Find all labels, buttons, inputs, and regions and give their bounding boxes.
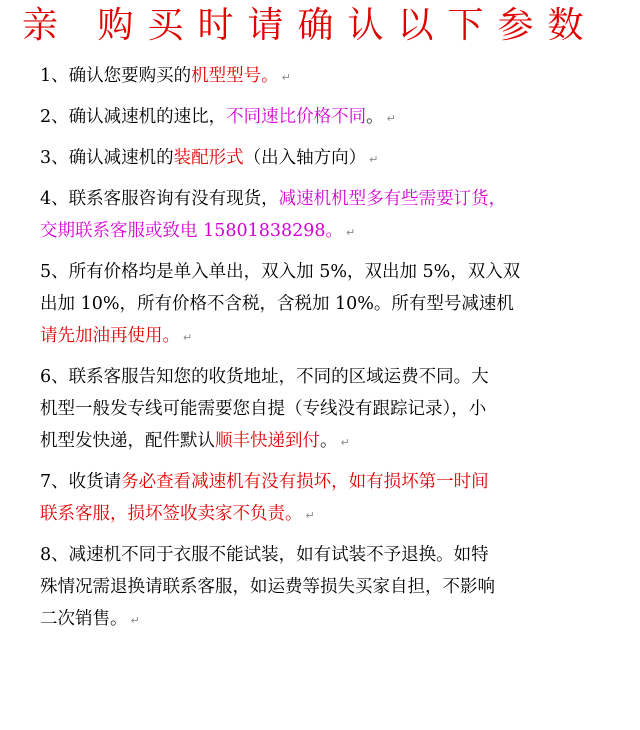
emphasis-magenta: 减速机机型多有些需要订货， — [278, 189, 507, 209]
emphasis-red: 机型型号 — [191, 66, 262, 86]
page-title: 亲 购买时请确认以下参数 — [22, 5, 598, 46]
text-run: 出加 10%，所有价格不含税，含税加 10%。所有型号减速机 — [40, 294, 514, 314]
paragraph-mark-icon: ↵ — [346, 226, 356, 239]
paragraph-6-line-1 — [40, 361, 600, 393]
paragraph-7-line-2 — [40, 498, 600, 530]
paragraph-mark-icon: ↵ — [340, 436, 350, 449]
emphasis-red: 联系客服，损坏签收卖家不负责。 — [40, 504, 303, 524]
text-run: 6、联系客服告知您的收货地址，不同的区域运费不同。大 — [40, 367, 489, 387]
text-run-punct: 。 — [366, 107, 384, 127]
text-run: 4、联系客服咨询有没有现货， — [40, 189, 279, 209]
paragraph-3-line-1 — [40, 142, 600, 174]
text-run-punct: 。 — [320, 431, 338, 451]
emphasis-red: 请先加油再使用。 — [40, 326, 180, 346]
text-run: 机型一般发专线可能需要您自提（专线没有跟踪记录），小 — [40, 399, 487, 419]
emphasis-red: 顺丰快递到付 — [215, 431, 320, 451]
emphasis-magenta: 不同速比价格不同 — [226, 107, 367, 127]
paragraph-6-line-2 — [40, 393, 600, 425]
paragraph-8-line-1 — [40, 539, 600, 571]
text-run: 3、确认减速机的 — [40, 148, 174, 168]
paragraph-8-line-2 — [40, 571, 600, 603]
text-run: 二次销售。 — [40, 609, 128, 629]
paragraph-4-line-2 — [40, 215, 600, 247]
body-text — [40, 60, 600, 635]
text-run: 殊情况需退换请联系客服，如运费等损失买家自担，不影响 — [40, 577, 495, 597]
text-run: 2、确认减速机的速比， — [40, 107, 227, 127]
text-run: （出入轴方向） — [243, 148, 367, 168]
emphasis-red-punct: 。 — [261, 66, 279, 86]
paragraph-mark-icon: ↵ — [369, 153, 379, 166]
paragraph-2-line-1 — [40, 101, 600, 133]
text-run: 8、减速机不同于衣服不能试装，如有试装不予退换。如特 — [40, 545, 489, 565]
text-run: 5、所有价格均是单入单出，双入加 5%，双出加 5%，双入双 — [40, 262, 521, 282]
paragraph-5-line-3 — [40, 320, 600, 352]
paragraph-5-line-2 — [40, 288, 600, 320]
paragraph-mark-icon: ↵ — [281, 71, 291, 84]
text-run: 机型发快递，配件默认 — [40, 431, 215, 451]
paragraph-mark-icon: ↵ — [386, 112, 396, 125]
paragraph-7-line-1 — [40, 466, 600, 498]
emphasis-red: 务必查看减速机有没有损坏，如有损坏第一时间 — [121, 472, 489, 492]
paragraph-4-line-1 — [40, 183, 600, 215]
paragraph-1-line-1 — [40, 60, 600, 92]
paragraph-5-line-1 — [40, 256, 600, 288]
emphasis-magenta: 交期联系客服或致电 15801838298。 — [40, 221, 344, 241]
emphasis-red: 装配形式 — [173, 148, 244, 168]
paragraph-6-line-3 — [40, 425, 600, 457]
paragraph-mark-icon: ↵ — [305, 509, 315, 522]
paragraph-mark-icon: ↵ — [183, 331, 193, 344]
paragraph-8-line-3 — [40, 603, 600, 635]
text-run: 1、确认您要购买的 — [40, 66, 192, 86]
paragraph-mark-icon: ↵ — [130, 614, 140, 627]
text-run: 7、收货请 — [40, 472, 122, 492]
